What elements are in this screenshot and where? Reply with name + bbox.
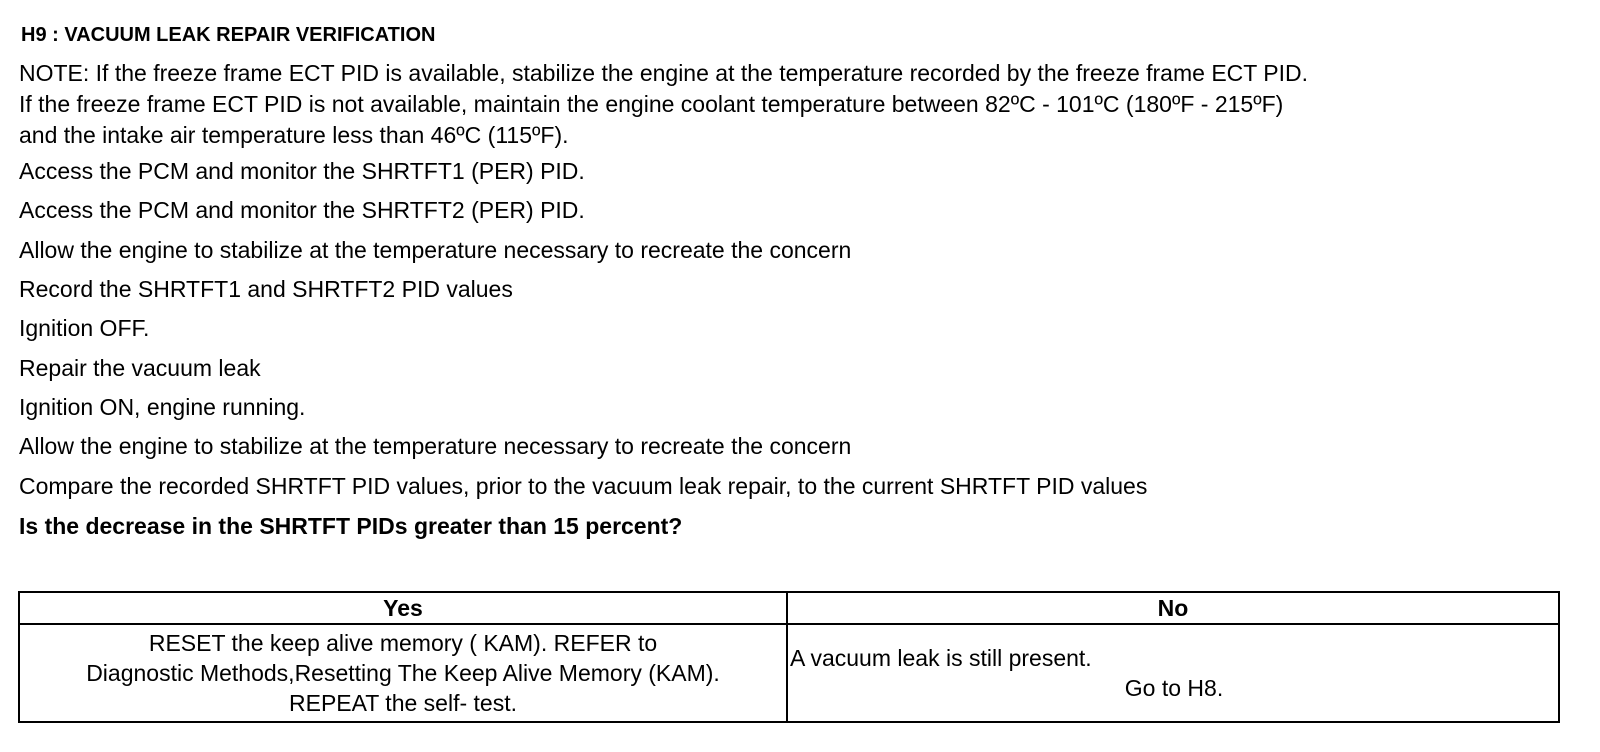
procedure-step: Record the SHRTFT1 and SHRTFT2 PID values — [19, 276, 513, 302]
no-header: No — [787, 592, 1559, 624]
decision-question: Is the decrease in the SHRTFT PIDs greater than 15 percent? — [19, 513, 683, 539]
procedure-step: Access the PCM and monitor the SHRTFT2 (PER) PID. — [19, 197, 585, 223]
note-line: If the freeze frame ECT PID is not available, maintain the engine coolant temperature between 82ºC - 101ºC (180ºF - 215ºF) — [19, 91, 1284, 117]
procedure-step: Allow the engine to stabilize at the temperature necessary to recreate the concern — [19, 237, 852, 263]
table-header-row — [19, 592, 1559, 624]
no-action-line: A vacuum leak is still present. — [790, 645, 1092, 671]
procedure-step: Ignition ON, engine running. — [19, 394, 306, 420]
procedure-step: Repair the vacuum leak — [19, 355, 261, 381]
yes-header: Yes — [19, 592, 787, 624]
yes-action-line: RESET the keep alive memory ( KAM). REFER to — [148, 630, 658, 656]
yes-action-cell — [19, 624, 787, 722]
procedure-step: Compare the recorded SHRTFT PID values, prior to the vacuum leak repair, to the current SHRTFT PID values — [19, 473, 1148, 499]
note-block — [19, 58, 1599, 151]
no-action-cell — [787, 624, 1559, 722]
yes-action-line: REPEAT the self- test. — [289, 690, 517, 716]
decision-table — [18, 591, 1560, 723]
procedure-step: Ignition OFF. — [19, 315, 150, 341]
note-line: and the intake air temperature less than 46ºC (115ºF). — [19, 122, 569, 148]
yes-action-line: Diagnostic Methods,Resetting The Keep Alive Memory (KAM). — [86, 660, 720, 686]
section-title: H9 : VACUUM LEAK REPAIR VERIFICATION — [21, 24, 436, 46]
procedure-step: Access the PCM and monitor the SHRTFT1 (PER) PID. — [19, 158, 585, 184]
goto-step-link: Go to H8. — [1124, 675, 1224, 701]
procedure-step: Allow the engine to stabilize at the temperature necessary to recreate the concern — [19, 433, 852, 459]
table-row — [19, 624, 1559, 722]
note-line: NOTE: If the freeze frame ECT PID is available, stabilize the engine at the temperature recorded by the freeze frame ECT PID. — [19, 60, 1309, 86]
